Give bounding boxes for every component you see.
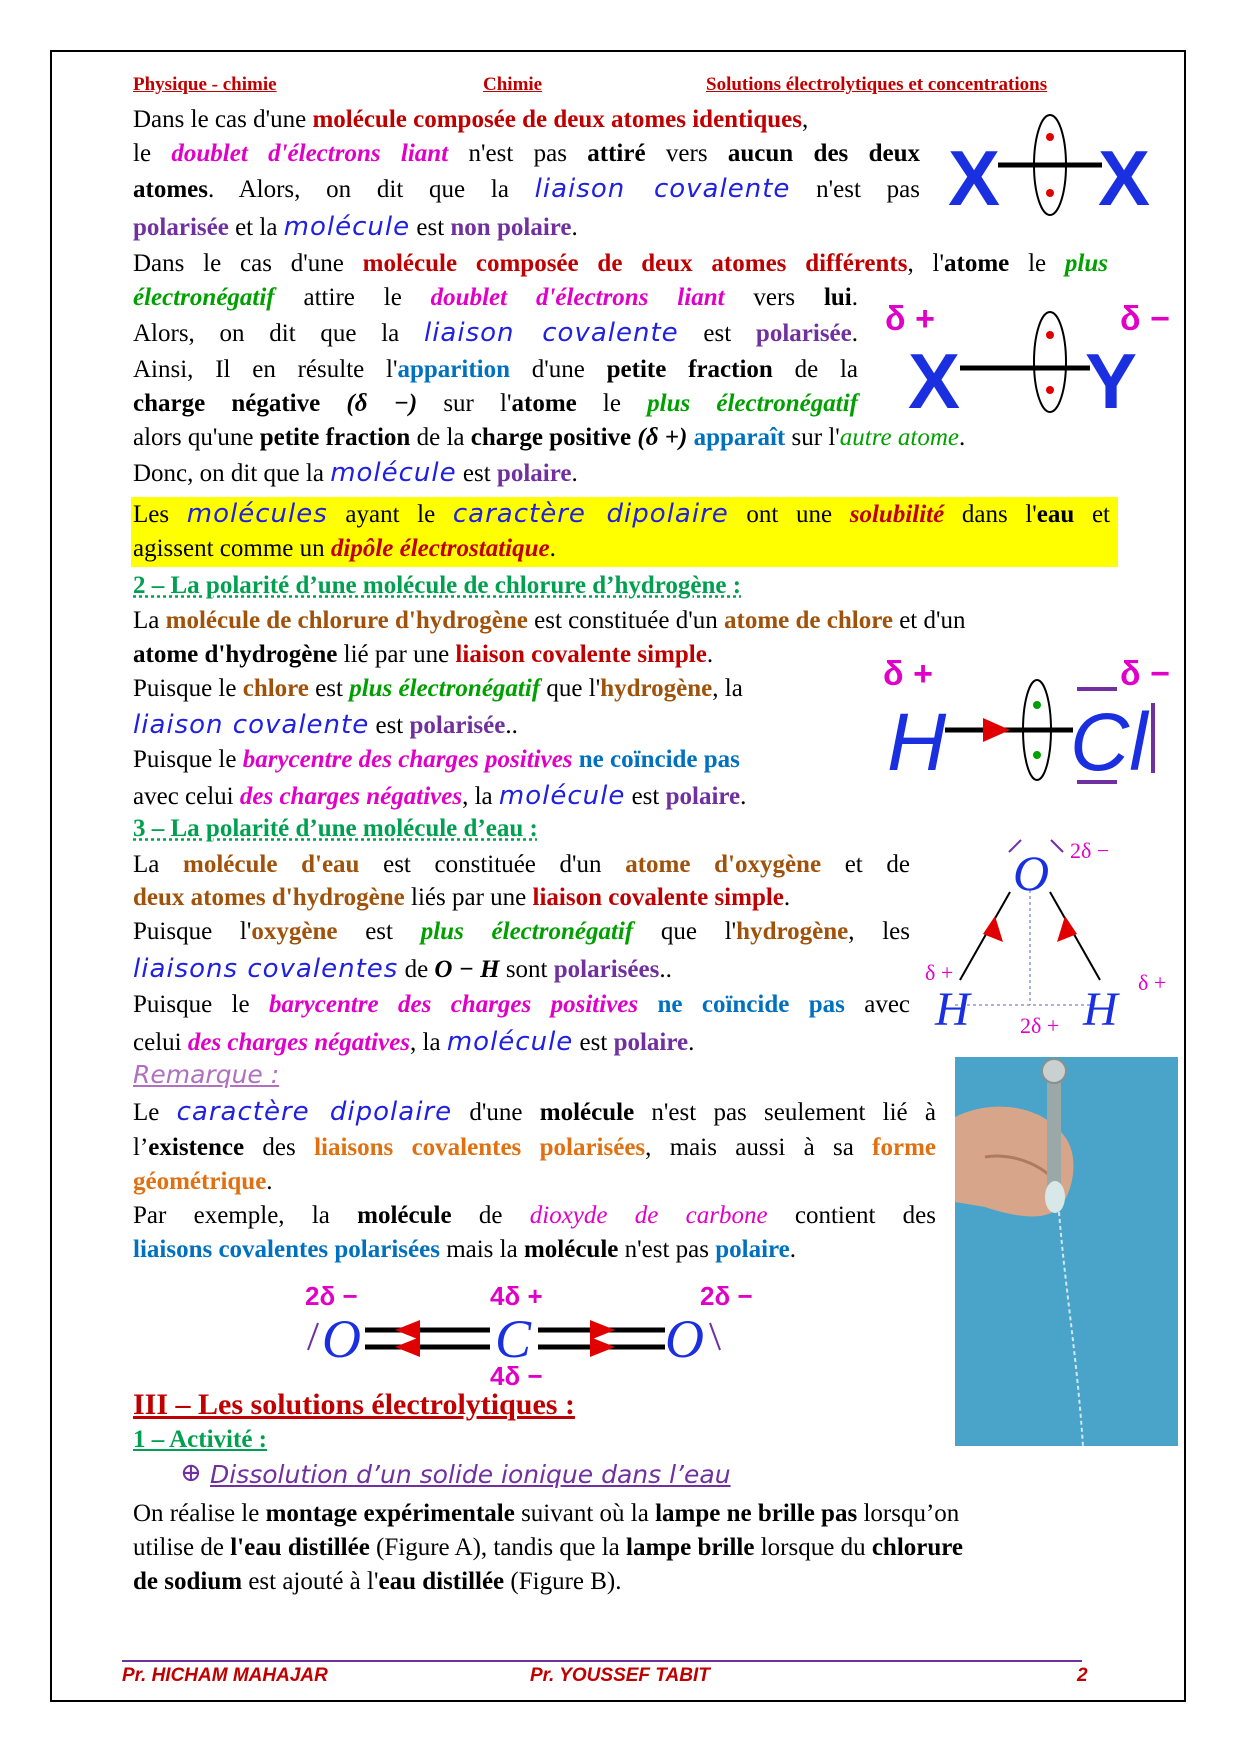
p2-line7: Donc, on dit que la molécule est polaire. (133, 458, 578, 488)
h2o-h2-atom: H (1083, 983, 1118, 1036)
header-subject: Physique - chimie (133, 74, 277, 95)
co2-figure (300, 1275, 770, 1390)
bullet-text: Dissolution d’un solide ionique dans l’eau (210, 1460, 731, 1489)
highlight-line2: agissent comme un dipôle électrostatique. (133, 535, 556, 562)
co2-c-charge-bottom: 4δ − (490, 1361, 543, 1390)
footer-author-2: Pr. YOUSSEF TABIT (530, 1665, 710, 1686)
xx-electron-1 (1046, 133, 1054, 141)
remarque-line1: Le caractère dipolaire d'une molécule n'est pas seulement lié à (133, 1097, 936, 1127)
sec3-line3: Puisque l'oxygène est plus électronégatif que l'hydrogène, les (133, 918, 910, 945)
sec3-line1: La molécule d'eau est constituée d'un atome d'oxygène et de (133, 851, 911, 878)
h2o-o-atom: O (1013, 845, 1050, 901)
highlight-line1: Les molécules ayant le caractère dipolaire ont une solubilité dans l'eau et (133, 499, 1110, 529)
p1-line1: Dans le cas d'une molécule composée de deux atomes identiques, (133, 106, 809, 133)
hcl-cl-atom: Cl (1070, 697, 1148, 788)
xx-left-atom: X (948, 134, 1001, 222)
xy-left-atom: X (908, 337, 961, 420)
section-3-title: 3 – La polarité d’une molécule d’eau : (133, 815, 538, 842)
xx-bond-figure (940, 105, 1170, 225)
sec2-line4: liaison covalente est polarisée.. (133, 710, 518, 740)
p2-line4: Ainsi, Il en résulte l'apparition d'une petite fraction de la (133, 356, 858, 383)
sec3-line2: deux atomes d'hydrogène liés par une liaison covalente simple. (133, 884, 791, 911)
co2-arrow-left-2 (395, 1337, 420, 1357)
sec-iii-line2: utilise de l'eau distillée (Figure A), tandis que la lampe brille lorsque du chlorure (133, 1534, 964, 1561)
co2-c-atom: C (495, 1309, 532, 1369)
h2o-figure (925, 830, 1185, 1060)
xy-electron-cloud (1034, 312, 1066, 412)
section-iii-sub1: 1 – Activité : (133, 1426, 267, 1453)
header-chapter: Chimie (483, 74, 543, 95)
co2-o1-charge: 2δ − (305, 1281, 358, 1311)
h2o-h1-charge: δ + (925, 960, 954, 985)
sec2-line5: Puisque le barycentre des charges positives ne coïncide pas (133, 746, 740, 773)
p2-line3: Alors, on dit que la liaison covalente est polarisée. (133, 318, 858, 348)
co2-lone-pair-right (710, 1323, 720, 1350)
remarque-line5: liaisons covalentes polarisées mais la molécule n'est pas polaire. (133, 1236, 797, 1263)
p2-line6: alors qu'une petite fraction de la charge positive (δ +) apparaît sur l'autre atome. (133, 424, 966, 451)
h2o-h2-charge: δ + (1138, 970, 1167, 995)
hcl-h-atom: H (887, 697, 947, 788)
hcl-electron-2 (1033, 751, 1041, 759)
p1-line4: polarisée et la molécule est non polaire. (133, 212, 578, 242)
bullet-icon: ⊕ (180, 1458, 202, 1487)
h2o-bond-left (960, 892, 1010, 980)
sec2-line2: atome d'hydrogène lié par une liaison covalente simple. (133, 641, 714, 668)
co2-o2-atom: O (665, 1309, 704, 1369)
sec2-line1: La molécule de chlorure d'hydrogène est constituée d'un atome de chlore et d'un (133, 607, 966, 634)
sec2-line3: Puisque le chlore est plus électronégatif que l'hydrogène, la (133, 675, 743, 702)
footer-author-1: Pr. HICHAM MAHAJAR (122, 1665, 328, 1686)
remarque-line2: l’existence des liaisons covalentes polarisées, mais aussi à sa forme (133, 1134, 937, 1161)
co2-lone-pair-left (308, 1323, 318, 1350)
hcl-delta-minus: δ − (1120, 655, 1170, 693)
remarque-title: Remarque : (133, 1060, 280, 1089)
co2-c-charge-top: 4δ + (490, 1281, 543, 1311)
sec3-line4: liaisons covalentes de O − H sont polarisées.. (133, 954, 672, 984)
experiment-photo (955, 1057, 1178, 1446)
h2o-bond-right (1050, 892, 1100, 980)
header-title: Solutions électrolytiques et concentrations (706, 74, 1048, 95)
co2-o2-charge: 2δ − (700, 1281, 753, 1311)
remarque-line4: Par exemple, la molécule de dioxyde de carbone contient des (133, 1202, 936, 1229)
h2o-o-charge: 2δ − (1070, 838, 1110, 863)
co2-arrow-right-2 (590, 1337, 615, 1357)
hcl-polarity-arrow (983, 718, 1010, 742)
xy-electron-2 (1046, 386, 1054, 394)
p2-line1: Dans le cas d'une molécule composée de deux atomes différents, l'atome le plus (133, 250, 1109, 277)
sec3-line5: Puisque le barycentre des charges positives ne coïncide pas avec (133, 991, 911, 1018)
hcl-bond-figure (875, 645, 1175, 795)
page-number: 2 (1077, 1665, 1088, 1686)
co2-o1-atom: O (322, 1309, 361, 1369)
xy-electron-1 (1046, 331, 1054, 339)
xy-bond-figure (875, 290, 1175, 420)
p2-line5: charge négative (δ −) sur l'atome le plus électronégatif (133, 390, 858, 417)
footer-rule (122, 1660, 1082, 1662)
sec2-line6: avec celui des charges négatives, la molécule est polaire. (133, 781, 747, 811)
remarque-line3: géométrique. (133, 1168, 273, 1195)
xx-electron-2 (1046, 189, 1054, 197)
hcl-delta-plus: δ + (883, 655, 933, 693)
p1-line2: le doublet d'électrons liant n'est pas attiré vers aucun des deux (133, 140, 921, 167)
xx-right-atom: X (1098, 134, 1151, 222)
co2-arrow-left-1 (395, 1320, 420, 1340)
section-2-title: 2 – La polarité d’une molécule de chlorure d’hydrogène : (133, 572, 742, 599)
h2o-arrow-left (983, 916, 1003, 942)
p2-line2: électronégatif attire le doublet d'électrons liant vers lui. (133, 284, 858, 311)
co2-arrow-right-1 (590, 1320, 615, 1340)
p1-line3: atomes. Alors, on dit que la liaison covalente n'est pas (133, 174, 920, 204)
xy-delta-minus: δ − (1120, 300, 1170, 338)
h2o-lone-pair-right (1051, 840, 1063, 852)
sec-iii-line3: de sodium est ajouté à l'eau distillée (Figure B). (133, 1568, 622, 1595)
hcl-electron-1 (1033, 701, 1041, 709)
h2o-arrow-right (1057, 916, 1077, 942)
sec3-line6: celui des charges négatives, la molécule est polaire. (133, 1027, 695, 1057)
section-iii-title: III – Les solutions électrolytiques : (133, 1388, 575, 1421)
xy-right-atom: Y (1085, 337, 1138, 420)
h2o-h1-atom: H (935, 983, 970, 1036)
xy-delta-plus: δ + (885, 300, 935, 338)
h2o-center-charge: 2δ + (1020, 1013, 1060, 1038)
sec-iii-line1: On réalise le montage expérimentale suivant où la lampe ne brille pas lorsqu’on (133, 1500, 960, 1527)
